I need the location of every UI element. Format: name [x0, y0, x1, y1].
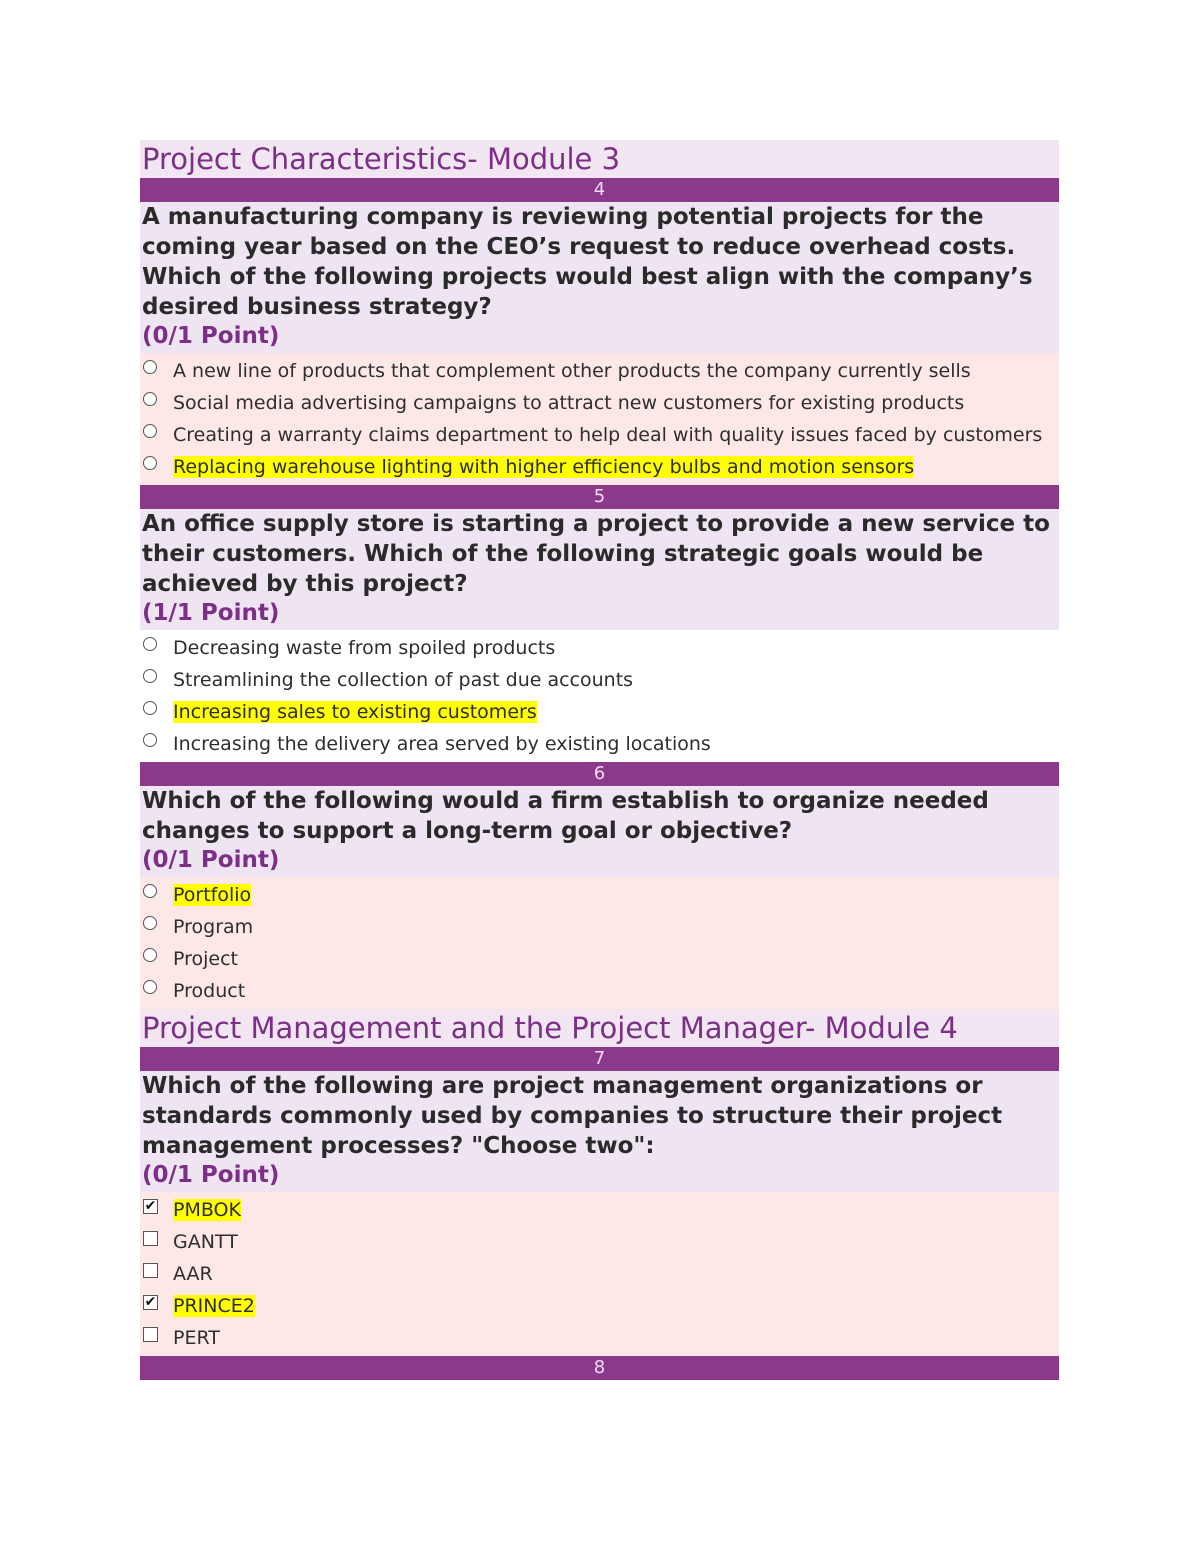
option[interactable]	[140, 1322, 1059, 1354]
radio-button-icon[interactable]	[143, 916, 157, 930]
question-text: A manufacturing company is reviewing potential projects for the coming year based on the CEO’s request to reduce overhead costs. Which of the following projects would best align with the company’s desired business strategy?	[142, 204, 1033, 320]
question-text: An office supply store is starting a project to provide a new service to their customers. Which of the following strategic goals would be achieved by this project?	[142, 511, 1050, 597]
option[interactable]	[140, 387, 1059, 419]
option[interactable]	[140, 1194, 1059, 1226]
question-box	[140, 202, 1059, 353]
option-label-highlighted: Replacing warehouse lighting with higher efficiency bulbs and motion sensors	[173, 456, 915, 478]
option[interactable]	[140, 1226, 1059, 1258]
question-number-bar: 8	[140, 1356, 1059, 1380]
checkbox-checked-icon[interactable]: ✔	[144, 1294, 157, 1310]
section-title: Project Characteristics- Module 3	[140, 140, 1059, 178]
option-label: Creating a warranty claims department to help deal with quality issues faced by customers	[173, 424, 1043, 446]
option[interactable]	[140, 696, 1059, 728]
option[interactable]	[140, 632, 1059, 664]
options-list	[140, 353, 1059, 485]
options-list	[140, 630, 1059, 762]
question-points: (0/1 Point)	[142, 1162, 280, 1188]
question-box	[140, 786, 1059, 877]
option[interactable]	[140, 911, 1059, 943]
question-points: (0/1 Point)	[142, 323, 280, 349]
option-label: Program	[173, 916, 254, 938]
option-label: Social media advertising campaigns to attract new customers for existing products	[173, 392, 965, 414]
radio-button-icon[interactable]	[143, 424, 157, 438]
option-label: PERT	[173, 1327, 220, 1349]
option-label-highlighted: Increasing sales to existing customers	[173, 701, 537, 723]
option-label: A new line of products that complement other products the company currently sells	[173, 360, 971, 382]
option[interactable]	[140, 728, 1059, 760]
options-list	[140, 1192, 1059, 1356]
option-label-highlighted: PRINCE2	[173, 1295, 255, 1317]
radio-button-icon[interactable]	[143, 701, 157, 715]
option-label: Streamlining the collection of past due accounts	[173, 669, 634, 691]
option-label: Project	[173, 948, 239, 970]
radio-button-icon[interactable]	[143, 980, 157, 994]
radio-button-icon[interactable]	[143, 637, 157, 651]
section-title: Project Management and the Project Manager- Module 4	[140, 1009, 1059, 1047]
radio-button-icon[interactable]	[143, 733, 157, 747]
question-points: (0/1 Point)	[142, 847, 280, 873]
radio-button-icon[interactable]	[143, 360, 157, 374]
question-text: Which of the following would a firm establish to organize needed changes to support a long-term goal or objective?	[142, 788, 989, 844]
option[interactable]	[140, 1258, 1059, 1290]
question-points: (1/1 Point)	[142, 600, 280, 626]
option[interactable]	[140, 355, 1059, 387]
option[interactable]	[140, 879, 1059, 911]
radio-button-icon[interactable]	[143, 948, 157, 962]
option[interactable]	[140, 419, 1059, 451]
radio-button-icon[interactable]	[143, 456, 157, 470]
option[interactable]	[140, 451, 1059, 483]
checkbox-icon[interactable]	[143, 1327, 158, 1342]
option-label: Increasing the delivery area served by existing locations	[173, 733, 711, 755]
option-label: AAR	[173, 1263, 213, 1285]
radio-button-icon[interactable]	[143, 392, 157, 406]
question-number-bar: 7	[140, 1047, 1059, 1071]
option-label: GANTT	[173, 1231, 238, 1253]
checkbox-icon[interactable]	[143, 1231, 158, 1246]
options-list	[140, 877, 1059, 1009]
checkbox-checked-icon[interactable]: ✔	[144, 1198, 157, 1214]
option-label: Product	[173, 980, 246, 1002]
question-box	[140, 1071, 1059, 1192]
question-number-bar: 5	[140, 485, 1059, 509]
question-number-bar: 4	[140, 178, 1059, 202]
quiz-document	[140, 140, 1059, 1380]
option[interactable]	[140, 943, 1059, 975]
option-label-highlighted: Portfolio	[173, 884, 252, 906]
option[interactable]	[140, 664, 1059, 696]
option-label-highlighted: PMBOK	[173, 1199, 241, 1221]
checkbox-icon[interactable]	[143, 1263, 158, 1278]
question-number-bar: 6	[140, 762, 1059, 786]
option-label: Decreasing waste from spoiled products	[173, 637, 556, 659]
option[interactable]	[140, 1290, 1059, 1322]
radio-button-icon[interactable]	[143, 669, 157, 683]
question-box	[140, 509, 1059, 630]
radio-button-icon[interactable]	[143, 884, 157, 898]
question-text: Which of the following are project management organizations or standards commonly used by companies to structure their project management processes? "Choose two":	[142, 1073, 1003, 1159]
option[interactable]	[140, 975, 1059, 1007]
